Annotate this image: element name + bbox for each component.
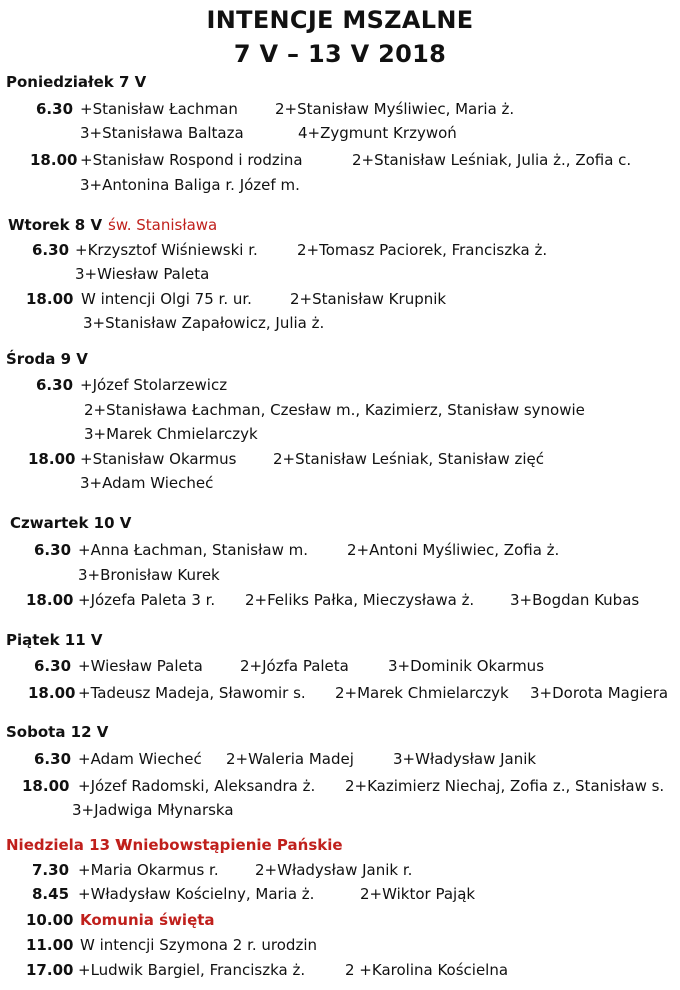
mass-time: 11.00 — [26, 936, 74, 954]
intention-entry: +Stanisław Okarmus — [80, 450, 237, 468]
intention-entry: 2+Stanisław Leśniak, Julia ż., Zofia c. — [352, 151, 632, 169]
feast-label: św. Stanisława — [108, 216, 218, 234]
mass-time: 18.00 — [28, 684, 76, 702]
intention-entry: +Krzysztof Wiśniewski r. — [75, 241, 258, 259]
intention-entry: 2+Stanisława Łachman, Czesław m., Kazimierz, Stanisław synowie — [84, 401, 585, 419]
feast-label: Wniebowstąpienie Pańskie — [116, 836, 343, 854]
mass-time: 6.30 — [36, 100, 74, 118]
intention-entry: +Władysław Kościelny, Maria ż. — [78, 885, 315, 903]
intention-entry: +Józefa Paleta 3 r. — [78, 591, 216, 609]
intention-entry: +Józef Stolarzewicz — [80, 376, 228, 394]
intention-entry: +Tadeusz Madeja, Sławomir s. — [78, 684, 306, 702]
mass-time: 7.30 — [32, 861, 70, 879]
mass-time: 10.00 — [26, 911, 74, 929]
intention-entry: 2+Józfa Paleta — [240, 657, 349, 675]
day-heading: Piątek 11 V — [6, 631, 103, 649]
mass-time: 6.30 — [34, 541, 72, 559]
intention-entry: 2 +Karolina Kościelna — [345, 961, 509, 979]
intention-entry: 3+Dorota Magiera — [530, 684, 669, 702]
intention-entry: 3+Stanisława Baltaza — [80, 124, 244, 142]
intention-entry: 2+Waleria Madej — [226, 750, 354, 768]
intention-entry: +Wiesław Paleta — [78, 657, 203, 675]
intention-entry: 3+Wiesław Paleta — [75, 265, 210, 283]
day-heading: Poniedziałek 7 V — [6, 73, 147, 91]
intention-entry: 2+Antoni Myśliwiec, Zofia ż. — [347, 541, 560, 559]
intention-entry: 2+Władysław Janik r. — [255, 861, 413, 879]
mass-time: 18.00 — [26, 290, 74, 308]
intention-entry: 3+Adam Wiecheć — [80, 474, 214, 492]
intention-entry: 3+Marek Chmielarczyk — [84, 425, 258, 443]
intention-entry: +Ludwik Bargiel, Franciszka ż. — [78, 961, 306, 979]
intention-entry: 3+Dominik Okarmus — [388, 657, 545, 675]
mass-time: 18.00 — [30, 151, 78, 169]
mass-time: 6.30 — [36, 376, 74, 394]
mass-time: 6.30 — [32, 241, 70, 259]
intention-entry: W intencji Olgi 75 r. ur. — [81, 290, 252, 308]
intention-entry: 3+Bronisław Kurek — [78, 566, 220, 584]
day-heading: Czwartek 10 V — [10, 514, 132, 532]
intention-entry: +Anna Łachman, Stanisław m. — [78, 541, 308, 559]
intention-entry: 2+Wiktor Pająk — [360, 885, 476, 903]
mass-time: 18.00 — [28, 450, 76, 468]
intention-entry: 3+Władysław Janik — [393, 750, 537, 768]
intention-entry: 2+Stanisław Myśliwiec, Maria ż. — [275, 100, 515, 118]
intention-entry: 2+Tomasz Paciorek, Franciszka ż. — [297, 241, 548, 259]
intention-entry: 3+Antonina Baliga r. Józef m. — [80, 176, 300, 194]
intention-entry: +Maria Okarmus r. — [78, 861, 219, 879]
day-heading: Wtorek 8 V — [8, 216, 103, 234]
mass-time: 18.00 — [22, 777, 70, 795]
intention-entry: 2+Stanisław Krupnik — [290, 290, 447, 308]
mass-time: 8.45 — [32, 885, 70, 903]
page-subtitle: 7 V – 13 V 2018 — [233, 40, 447, 68]
mass-time: 17.00 — [26, 961, 74, 979]
mass-time: 18.00 — [26, 591, 74, 609]
mass-time: 6.30 — [34, 750, 72, 768]
intention-entry: 3+Jadwiga Młynarska — [72, 801, 234, 819]
intention-entry: +Adam Wiecheć — [78, 750, 202, 768]
intention-entry: Komunia święta — [80, 911, 215, 929]
intention-entry: +Stanisław Rospond i rodzina — [80, 151, 303, 169]
mass-time: 6.30 — [34, 657, 72, 675]
intention-entry: 3+Bogdan Kubas — [510, 591, 640, 609]
day-heading: Środa 9 V — [6, 350, 88, 368]
intention-entry: 2+Kazimierz Niechaj, Zofia z., Stanisław s. — [345, 777, 665, 795]
page-title: INTENCJE MSZALNE — [206, 6, 474, 34]
intention-entry: 4+Zygmunt Krzywoń — [298, 124, 457, 142]
day-heading: Niedziela 13 V — [6, 836, 127, 854]
intention-entry: 2+Marek Chmielarczyk — [335, 684, 509, 702]
intention-entry: +Józef Radomski, Aleksandra ż. — [78, 777, 316, 795]
intention-entry: W intencji Szymona 2 r. urodzin — [80, 936, 317, 954]
intention-entry: 3+Stanisław Zapałowicz, Julia ż. — [83, 314, 325, 332]
day-heading: Sobota 12 V — [6, 723, 109, 741]
intention-entry: 2+Feliks Pałka, Mieczysława ż. — [245, 591, 475, 609]
intention-entry: 2+Stanisław Leśniak, Stanisław zięć — [273, 450, 545, 468]
intention-entry: +Stanisław Łachman — [80, 100, 238, 118]
